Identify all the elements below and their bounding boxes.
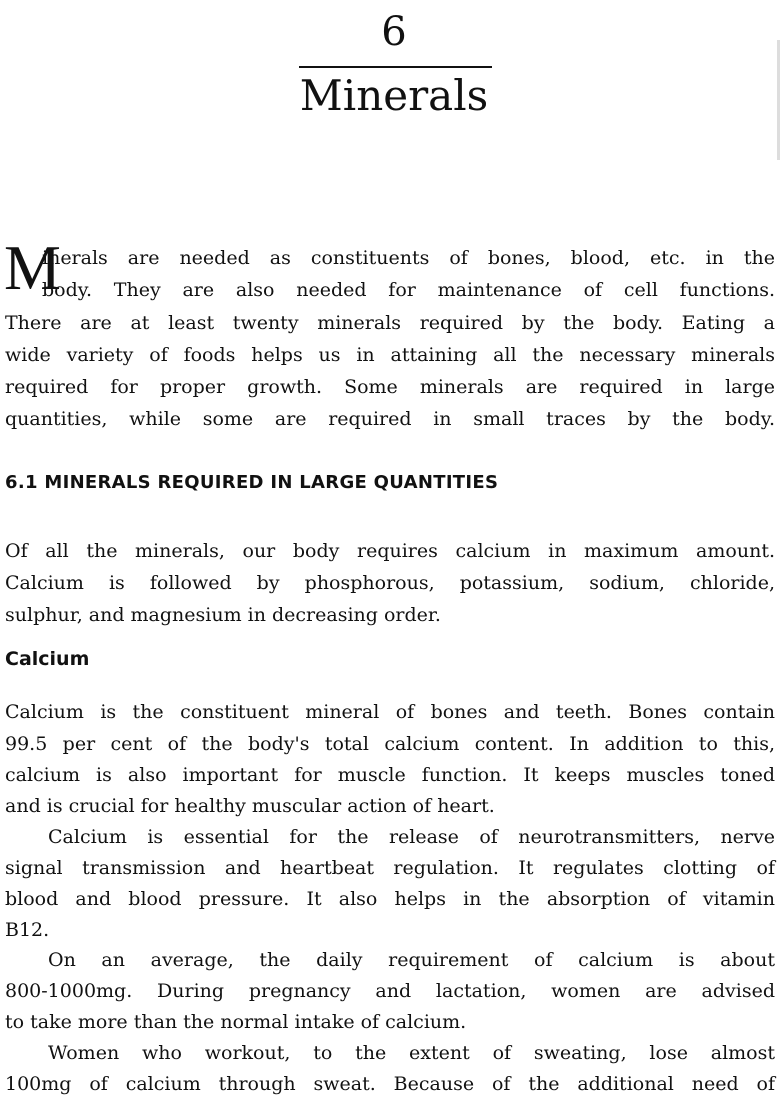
drop-cap: M [4, 232, 61, 303]
text-line: calcium is also important for muscle function. It keeps muscles toned [5, 764, 775, 786]
text-line: B12. [5, 919, 50, 941]
text-line: inerals are needed as constituents of bones, blood, etc. in the [42, 247, 775, 269]
text-line: Calcium is the constituent mineral of bones and teeth. Bones contain [5, 701, 775, 723]
text-line: Women who workout, to the extent of sweating, lose almost [48, 1042, 775, 1064]
text-line: required for proper growth. Some minerals are required in large [5, 376, 775, 398]
text-line: wide variety of foods helps us in attaining all the necessary minerals [5, 344, 775, 366]
chapter-title: Minerals [299, 71, 489, 120]
text-line: 99.5 per cent of the body's total calcium content. In addition to this, [5, 733, 775, 755]
text-line: and is crucial for healthy muscular action of heart. [5, 795, 495, 817]
text-line: to take more than the normal intake of calcium. [5, 1011, 467, 1033]
text-line: blood and blood pressure. It also helps in the absorption of vitamin [5, 888, 775, 910]
text-line: quantities, while some are required in small traces by the body. [5, 408, 775, 430]
text-line: signal transmission and heartbeat regulation. It regulates clotting of [5, 857, 775, 879]
subsection-heading: Calcium [5, 648, 90, 670]
text-line: Calcium is essential for the release of neurotransmitters, nerve [48, 826, 775, 848]
text-line: body. They are also needed for maintenance of cell functions. [42, 279, 775, 301]
chapter-number: 6 [381, 9, 407, 55]
text-line: Of all the minerals, our body requires calcium in maximum amount. [5, 540, 775, 562]
chapter-divider [299, 66, 492, 68]
text-line: 800-1000mg. During pregnancy and lactation, women are advised [5, 980, 775, 1002]
text-line: 100mg of calcium through sweat. Because of the additional need of [5, 1073, 775, 1095]
text-line: sulphur, and magnesium in decreasing order. [5, 604, 441, 626]
text-line: On an average, the daily requirement of calcium is about [48, 949, 775, 971]
text-line: Calcium is followed by phosphorous, potassium, sodium, chloride, [5, 572, 775, 594]
text-line: There are at least twenty minerals required by the body. Eating a [5, 312, 775, 334]
section-heading: 6.1 MINERALS REQUIRED IN LARGE QUANTITIES [5, 472, 499, 493]
